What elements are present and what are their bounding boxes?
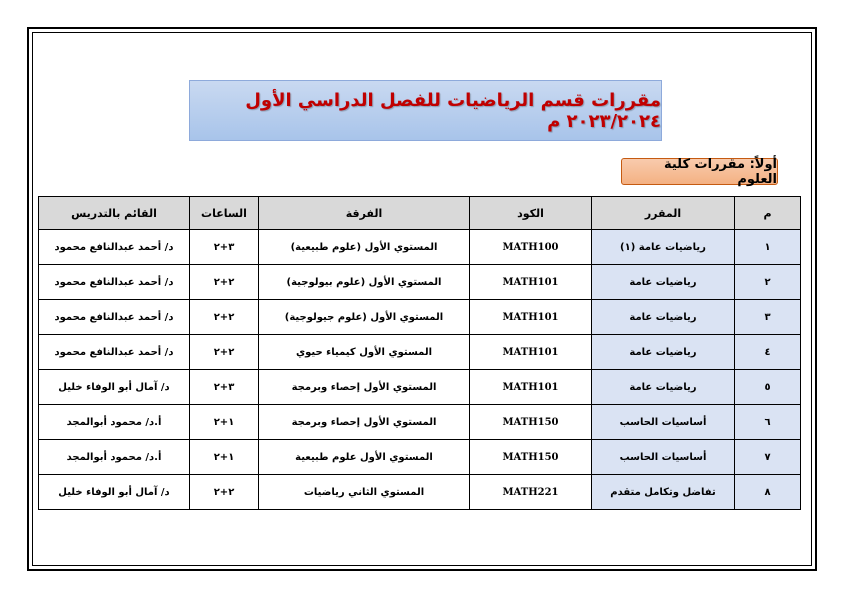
table-row (39, 370, 801, 405)
row-instructor: د/ أحمد عبدالنافع محمود (39, 335, 190, 370)
row-num: ٦ (735, 405, 801, 440)
row-instructor: أ.د/ محمود أبوالمجد (39, 405, 190, 440)
row-instructor: د/ أحمد عبدالنافع محمود (39, 265, 190, 300)
page-title: مقررات قسم الرياضيات للفصل الدراسي الأول ٢٠٢٣/٢٠٢٤ م (245, 89, 661, 132)
row-num: ٢ (735, 265, 801, 300)
row-group: المستوي الأول (علوم طبيعية) (259, 230, 470, 265)
row-course: تفاضل وتكامل متقدم (592, 475, 735, 510)
row-course: رياضيات عامة (592, 370, 735, 405)
row-group: المستوي الأول كيمياء حيوي (259, 335, 470, 370)
row-instructor: د/ آمال أبو الوفاء خليل (39, 370, 190, 405)
row-instructor: أ.د/ محمود أبوالمجد (39, 440, 190, 475)
row-instructor: د/ أحمد عبدالنافع محمود (39, 230, 190, 265)
row-hours: ١+٢ (190, 440, 259, 475)
courses-table (38, 196, 801, 510)
row-code: MATH150 (470, 405, 592, 440)
row-code: MATH101 (470, 300, 592, 335)
table-row (39, 475, 801, 510)
row-code: MATH100 (470, 230, 592, 265)
row-group: المستوي الأول علوم طبيعية (259, 440, 470, 475)
row-hours: ٢+٢ (190, 265, 259, 300)
header-hours: الساعات (190, 197, 259, 230)
header-group: الفرقة (259, 197, 470, 230)
row-num: ٧ (735, 440, 801, 475)
header-num: م (735, 197, 801, 230)
table-row (39, 265, 801, 300)
row-hours: ١+٢ (190, 405, 259, 440)
row-num: ٨ (735, 475, 801, 510)
row-hours: ٢+٢ (190, 300, 259, 335)
row-course: أساسيات الحاسب (592, 405, 735, 440)
row-code: MATH101 (470, 335, 592, 370)
header-course: المقرر (592, 197, 735, 230)
row-num: ٤ (735, 335, 801, 370)
table-header-row (39, 197, 801, 230)
header-instructor: القائم بالتدريس (39, 197, 190, 230)
table-row (39, 230, 801, 265)
row-group: المستوي الأول (علوم جيولوجية) (259, 300, 470, 335)
row-group: المستوي الأول (علوم بيولوجية) (259, 265, 470, 300)
row-course: رياضيات عامة (592, 335, 735, 370)
row-group: المستوي الأول إحصاء وبرمجة (259, 370, 470, 405)
header-code: الكود (470, 197, 592, 230)
row-course: رياضيات عامة (١) (592, 230, 735, 265)
row-course: رياضيات عامة (592, 265, 735, 300)
row-code: MATH221 (470, 475, 592, 510)
row-num: ١ (735, 230, 801, 265)
row-instructor: د/ أحمد عبدالنافع محمود (39, 300, 190, 335)
section-heading: أولاً: مقررات كلية العلوم (663, 156, 777, 187)
section-label-box (621, 158, 778, 185)
table-row (39, 335, 801, 370)
table-row (39, 405, 801, 440)
row-course: أساسيات الحاسب (592, 440, 735, 475)
row-group: المستوي الأول إحصاء وبرمجة (259, 405, 470, 440)
row-num: ٣ (735, 300, 801, 335)
row-hours: ٣+٢ (190, 370, 259, 405)
row-group: المستوي الثاني رياضيات (259, 475, 470, 510)
table-row (39, 300, 801, 335)
row-num: ٥ (735, 370, 801, 405)
table-row (39, 440, 801, 475)
row-hours: ٣+٢ (190, 230, 259, 265)
row-instructor: د/ آمال أبو الوفاء خليل (39, 475, 190, 510)
row-hours: ٢+٢ (190, 335, 259, 370)
row-code: MATH101 (470, 370, 592, 405)
row-hours: ٢+٢ (190, 475, 259, 510)
title-banner (189, 80, 662, 141)
row-course: رياضيات عامة (592, 300, 735, 335)
row-code: MATH150 (470, 440, 592, 475)
row-code: MATH101 (470, 265, 592, 300)
